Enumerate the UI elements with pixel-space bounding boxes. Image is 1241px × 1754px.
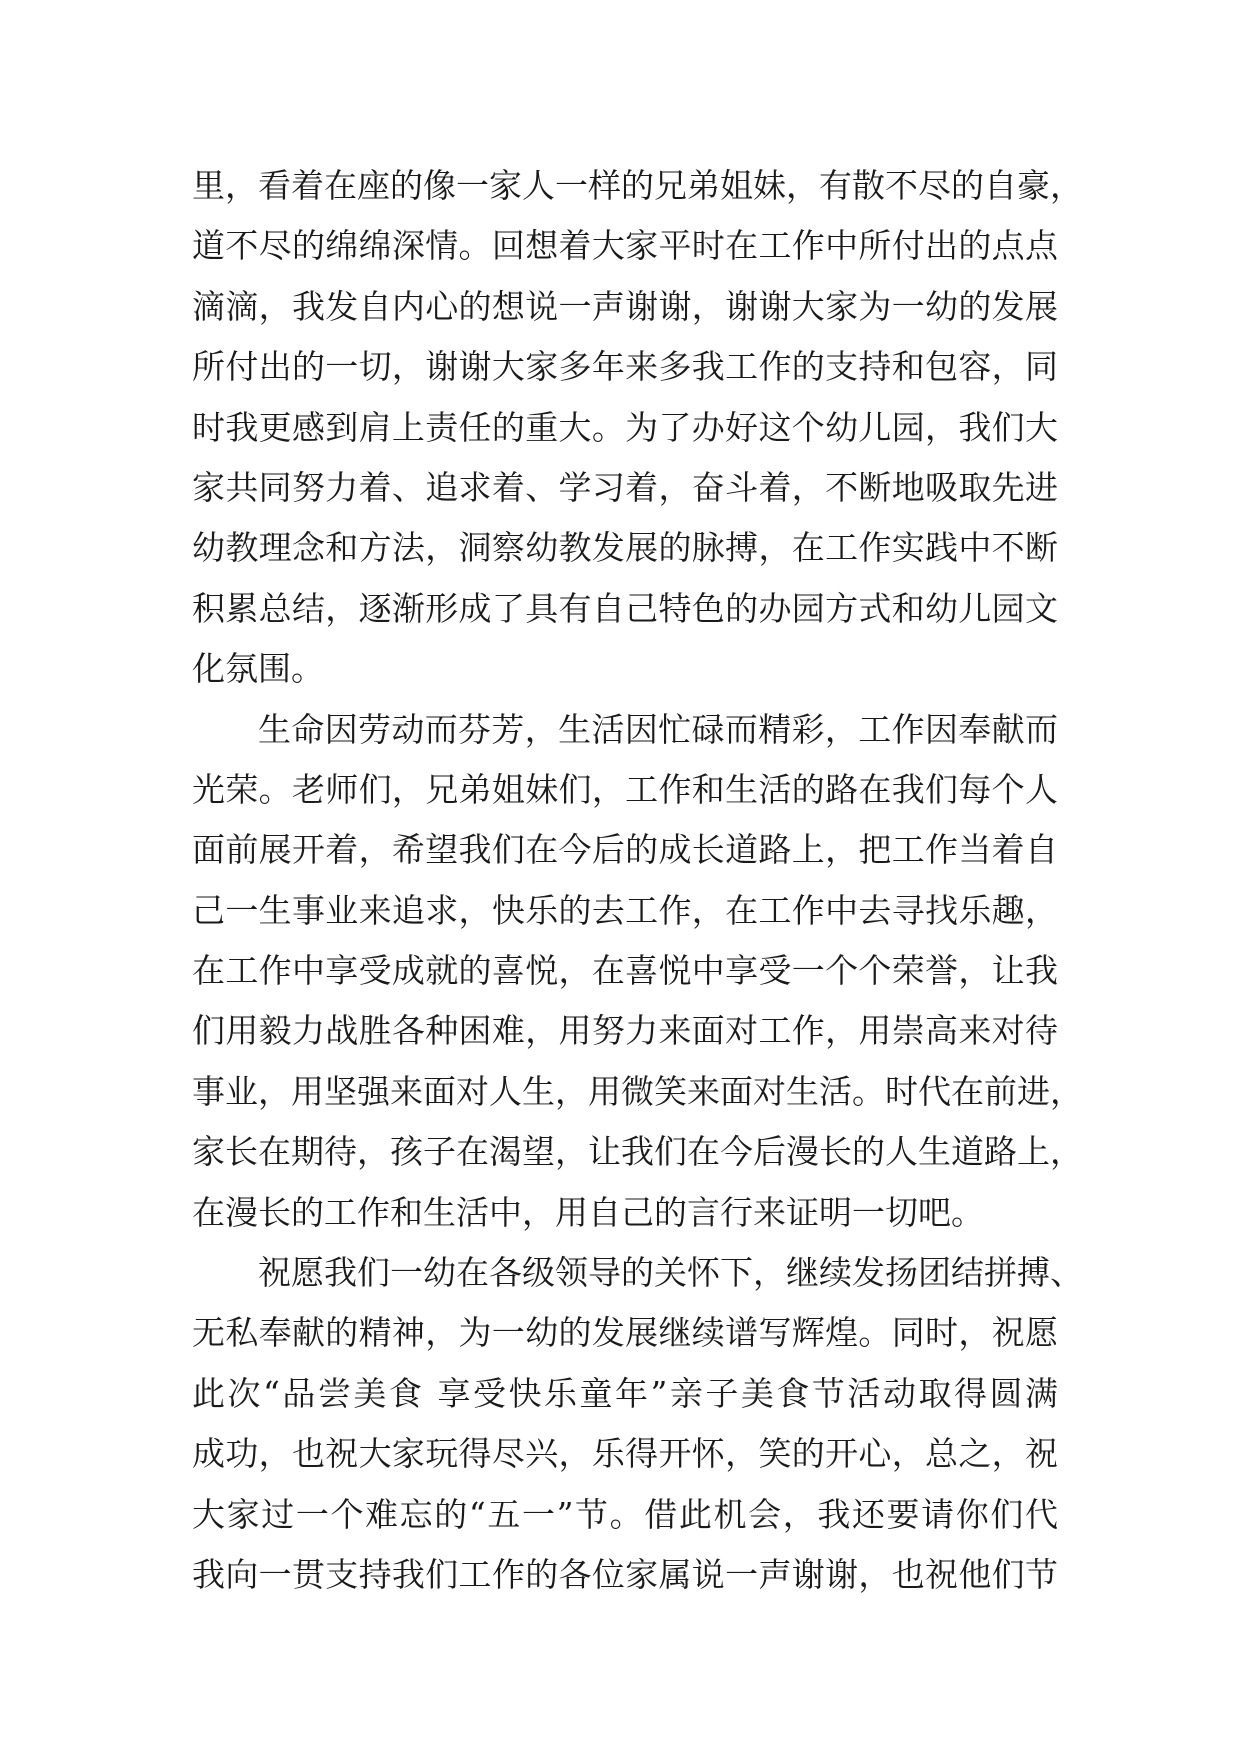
text-line: 在漫长的工作和生活中，用自己的言行来证明一切吧。: [192, 1192, 984, 1232]
text-line: 幼教理念和方法，洞察幼教发展的脉搏，在工作实践中不断: [192, 528, 1058, 568]
text-line: 家共同努力着、追求着、学习着，奋斗着，不断地吸取先进: [192, 467, 1058, 507]
body-text: [192, 156, 1083, 1605]
text-line: 道不尽的绵绵深情。回想着大家平时在工作中所付出的点点: [192, 226, 1058, 266]
text-line: 积累总结，逐渐形成了具有自己特色的办园方式和幼儿园文: [192, 588, 1058, 628]
text-line: 成功，也祝大家玩得尽兴，乐得开怀，笑的开心，总之，祝: [192, 1434, 1058, 1474]
text-line: 祝愿我们一幼在各级领导的关怀下，继续发扬团结拼搏、: [258, 1253, 1083, 1293]
text-line: 事业，用坚强来面对人生，用微笑来面对生活。时代在前进，: [192, 1071, 1083, 1111]
text-line: 滴滴，我发自内心的想说一声谢谢，谢谢大家为一幼的发展: [192, 286, 1058, 326]
text-line: 大家过一个难忘的“五一”节。借此机会，我还要请你们代: [192, 1494, 1058, 1534]
text-line: 面前展开着，希望我们在今后的成长道路上，把工作当着自: [192, 830, 1058, 870]
text-line: 们用毅力战胜各种困难，用努力来面对工作，用崇高来对待: [192, 1011, 1058, 1051]
text-line: 里，看着在座的像一家人一样的兄弟姐妹，有散不尽的自豪，: [192, 166, 1083, 205]
text-line: 无私奉献的精神，为一幼的发展继续谱写辉煌。同时，祝愿: [192, 1313, 1058, 1353]
text-line: 化氛围。: [192, 649, 324, 689]
text-line: 在工作中享受成就的喜悦，在喜悦中享受一个个荣誉，让我: [192, 951, 1058, 991]
text-line: 时我更感到肩上责任的重大。为了办好这个幼儿园，我们大: [192, 407, 1058, 447]
text-line: 己一生事业来追求，快乐的去工作，在工作中去寻找乐趣，: [192, 890, 1058, 930]
text-line: 生命因劳动而芬芳，生活因忙碌而精彩，工作因奉献而: [258, 709, 1058, 749]
text-line: 光荣。老师们，兄弟姐妹们，工作和生活的路在我们每个人: [192, 769, 1058, 809]
text-line: 所付出的一切，谢谢大家多年来多我工作的支持和包容，同: [192, 347, 1058, 387]
text-line: 此次“品尝美食 享受快乐童年”亲子美食节活动取得圆满: [192, 1373, 1058, 1413]
text-line: 我向一贯支持我们工作的各位家属说一声谢谢，也祝他们节: [192, 1554, 1058, 1594]
text-line: 家长在期待，孩子在渴望，让我们在今后漫长的人生道路上，: [192, 1132, 1083, 1172]
